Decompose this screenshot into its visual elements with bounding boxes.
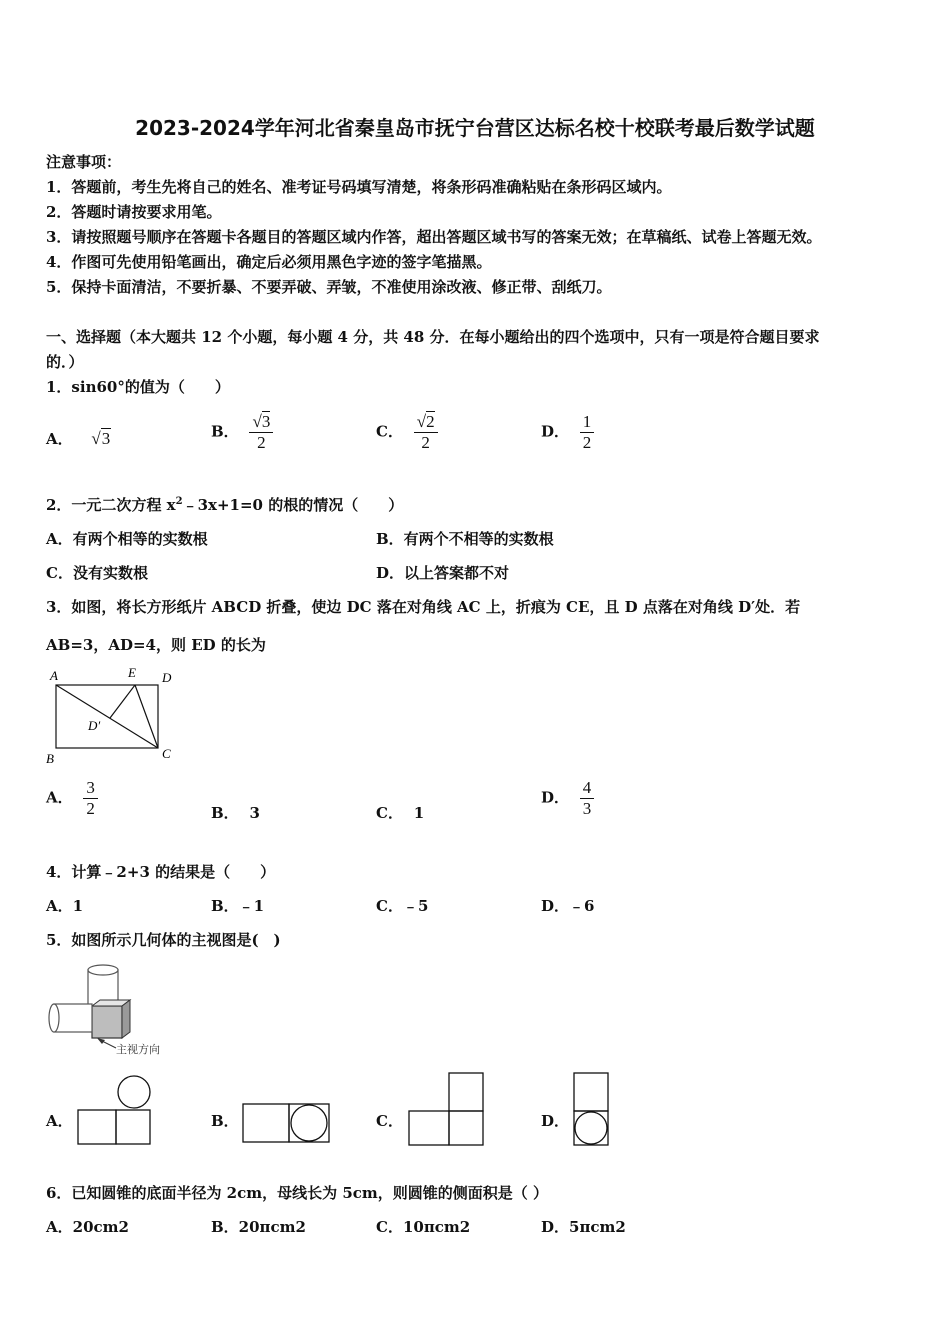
q5-option-a-label[interactable]: A．: [46, 1112, 73, 1130]
option-label: D．: [541, 788, 570, 807]
label-a: A: [50, 668, 58, 683]
q4-option-a[interactable]: A．1: [46, 897, 84, 915]
option-label: A．: [46, 430, 73, 448]
label-d-prime: D′: [88, 718, 101, 733]
q5-option-a-figure[interactable]: [74, 1074, 156, 1148]
q5-option-c-figure[interactable]: [405, 1070, 489, 1148]
notice-item: 2．答题时请按要求用笔。: [46, 203, 222, 221]
q2-option-c[interactable]: C．没有实数根: [46, 564, 148, 582]
section-heading-cont: 的．）: [46, 353, 84, 371]
q6-option-b[interactable]: B．20πcm2: [211, 1218, 306, 1236]
fraction: $\frac{√3}{2}$: [249, 412, 273, 453]
q2-stem: 2．一元二次方程 $x^2﹣3x+1=0$ 的根的情况（ ）: [46, 496, 404, 514]
q4-option-d[interactable]: D．﹣6: [541, 897, 595, 915]
q6-option-a[interactable]: A．20cm2: [46, 1218, 129, 1236]
option-label: C．: [376, 804, 403, 822]
q5-option-d-figure[interactable]: [570, 1070, 612, 1150]
q6-option-c[interactable]: C．10πcm2: [376, 1218, 471, 1236]
q3-stem: 3．如图，将长方形纸片 ABCD 折叠，使边 DC 落在对角线 AC 上，折痕为 CE，且 D 点落在对角线 D′处．若: [46, 598, 801, 616]
label-e: E: [128, 665, 136, 680]
q5-option-b-figure[interactable]: [240, 1100, 334, 1148]
notice-item: 4．作图可先使用铅笔画出，确定后必须用黑色字迹的签字笔描黑。: [46, 253, 492, 271]
page-title: 2023-2024学年河北省秦皇岛市抚宁台营区达标名校十校联考最后数学试题: [135, 116, 815, 140]
option-label: A．: [46, 788, 73, 807]
q3-rectangle-figure: [40, 660, 190, 772]
q6-stem: 6．已知圆锥的底面半径为 2cm，母线长为 5cm，则圆锥的侧面积是（ ）: [46, 1184, 548, 1202]
q3-option-d[interactable]: [541, 778, 594, 819]
notice-item: 1．答题前，考生先将自己的姓名、准考证号码填写清楚，将条形码准确粘贴在条形码区域内。: [46, 178, 672, 196]
fraction: $\frac{4}{3}$: [580, 778, 595, 819]
q3-option-b[interactable]: B． 3: [211, 804, 260, 822]
option-label: B．: [211, 804, 239, 822]
q2-option-a[interactable]: A．有两个相等的实数根: [46, 530, 208, 548]
q1-option-d[interactable]: [541, 412, 594, 453]
option-label: C．: [376, 422, 403, 441]
q4-stem: 4．计算﹣2+3 的结果是（ ）: [46, 863, 276, 881]
q2-option-b[interactable]: B．有两个不相等的实数根: [376, 530, 554, 548]
q5-option-b-label[interactable]: B．: [211, 1112, 239, 1130]
fraction: $\frac{1}{2}$: [580, 412, 595, 453]
label-b: B: [46, 751, 54, 766]
q3-stem-cont: AB=3，AD=4，则 ED 的长为: [46, 636, 266, 654]
section-heading: 一、选择题（本大题共 12 个小题，每小题 4 分，共 48 分．在每小题给出的四个选项中，只有一项是符合题目要求: [46, 328, 820, 346]
option-label: B．: [211, 422, 239, 441]
q3-option-c[interactable]: C． 1: [376, 804, 425, 822]
q5-solid-figure: [42, 962, 172, 1060]
view-direction-caption: 主视方向: [116, 1043, 160, 1056]
q2-option-d[interactable]: D．以上答案都不对: [376, 564, 510, 582]
fraction: $\frac{3}{2}$: [83, 778, 98, 819]
q4-option-c[interactable]: C．﹣5: [376, 897, 429, 915]
q3-option-a[interactable]: [46, 778, 98, 819]
label-d: D: [162, 670, 172, 685]
q4-option-b[interactable]: B．﹣1: [211, 897, 265, 915]
notice-heading: 注意事项：: [46, 153, 122, 171]
option-label: D．: [541, 422, 570, 441]
q5-option-c-label[interactable]: C．: [376, 1112, 403, 1130]
notice-item: 5．保持卡面清洁，不要折暴、不要弄破、弄皱，不准使用涂改液、修正带、刮纸刀。: [46, 278, 612, 296]
q5-stem: 5．如图所示几何体的主视图是( ): [46, 931, 281, 949]
q1-option-c[interactable]: [376, 412, 438, 453]
q1-option-a[interactable]: [46, 428, 111, 449]
q5-option-d-label[interactable]: D．: [541, 1112, 570, 1130]
q1-option-b[interactable]: [211, 412, 273, 453]
label-c: C: [162, 746, 171, 761]
fraction: $\frac{√2}{2}$: [414, 412, 438, 453]
q1-stem: 1．sin60°的值为（ ）: [46, 378, 230, 396]
sqrt-expression: √3: [91, 429, 111, 448]
notice-item: 3．请按照题号顺序在答题卡各题目的答题区域内作答，超出答题区域书写的答案无效；在草稿纸、试卷上答题无效。: [46, 228, 822, 246]
q6-option-d[interactable]: D．5πcm2: [541, 1218, 626, 1236]
